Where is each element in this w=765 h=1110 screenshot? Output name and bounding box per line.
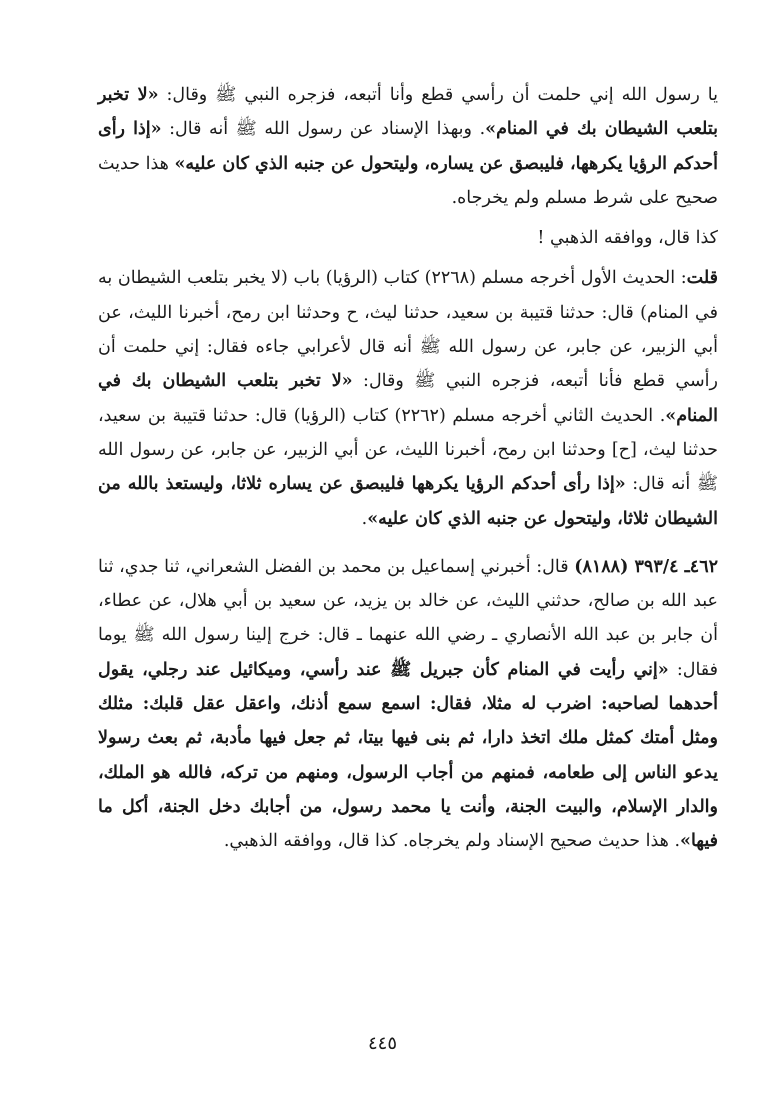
qult-label: قلت bbox=[686, 268, 718, 289]
hadith-quote: «لا تخبر بتلعب الشيطان بك في المنام» bbox=[98, 371, 718, 426]
text-segment: يا رسول الله إني حلمت أن رأسي قطع وأنا أتبعه، فزجره النبي ﷺ وقال: bbox=[158, 85, 718, 105]
paragraph-comment bbox=[98, 221, 718, 255]
hadith-quote: «إذا رأى أحدكم الرؤيا يكرهها، فليبصق عن يساره، وليتحول عن جنبه الذي كان عليه» bbox=[98, 119, 718, 174]
text-segment: هذا حديث صحيح على شرط مسلم ولم يخرجاه. bbox=[98, 153, 718, 208]
text-segment: قال: أخبرني إسماعيل بن محمد بن الفضل الشعراني، ثنا جدي، ثنا عبد الله بن صالح، حدثني الليث، عن خالد بن يزيد، عن سعيد بن أبي هلال، عن عطاء، أن جابر بن عبد الله الأنصاري ـ رضي الله عنهما ـ قال: خرج إلينا رسول الله ﷺ يوما فقال: bbox=[98, 556, 718, 680]
text-segment: . الحديث الثاني أخرجه مسلم (٢٢٦٢) كتاب (الرؤيا) قال: حدثنا قتيبة بن سعيد، حدثنا ليث، [ح] وحدثنا ابن رمح، أخبرنا الليث، عن أبي الزبير، عن جابر، عن رسول الله ﷺ أنه قال: bbox=[98, 405, 718, 495]
hadith-quote: «لا تخبر بتلعب الشيطان بك في المنام» bbox=[98, 85, 718, 140]
hadith-quote: «إني رأيت في المنام كأن جبريل ﷺ عند رأسي، وميكائيل عند رجلي، يقول أحدهما لصاحبه: اضرب له مثلا، فقال: اسمع سمع أذنك، واعقل عقل قلبك: مثلك ومثل أمتك كمثل ملك اتخذ دارا، ثم بنى فيها بيتا، ثم جعل فيها مأدبة، ثم بعث رسولا يدعو الناس إلى طعامه، فمنهم من أجاب الرسول، ومنهم من تركه، فالله هو الملك، والدار الإسلام، والبيت الجنة، وأنت يا محمد رسول، من أجابك دخل الجنة، أكل ما فيها» bbox=[98, 659, 718, 852]
paragraph-hadith-text bbox=[98, 78, 718, 215]
paragraph-qult bbox=[98, 261, 718, 535]
text-segment: . bbox=[361, 508, 368, 529]
text-segment: . هذا حديث صحيح الإسناد ولم يخرجاه. كذا قال، ووافقه الذهبي. bbox=[223, 831, 681, 852]
hadith-number: ٤٦٢ـ ٣٩٣/٤ (٨١٨٨) bbox=[574, 556, 718, 577]
text-segment: . وبهذا الإسناد عن رسول الله ﷺ أنه قال: bbox=[161, 119, 486, 140]
text-segment: : الحديث الأول أخرجه مسلم (٢٢٦٨) كتاب (الرؤيا) باب (لا يخبر بتلعب الشيطان به في المنام) قال: حدثنا قتيبة بن سعيد، حدثنا ليث، ح وحدثنا ابن رمح، أخبرنا الليث، عن أبي الزبير، عن جابر، عن رسول الله ﷺ أنه قال لأعرابي جاءه فقال: إني حلمت أن رأسي قطع فأنا أتبعه، فزجره النبي ﷺ وقال: bbox=[98, 268, 718, 392]
page-body bbox=[98, 78, 718, 859]
hadith-quote: «إذا رأى أحدكم الرؤيا يكرهها فليبصق عن يساره ثلاثا، وليستعذ بالله من الشيطان ثلاثا، وليتحول عن جنبه الذي كان عليه» bbox=[98, 474, 718, 529]
text-segment: كذا قال، ووافقه الذهبي ! bbox=[537, 228, 718, 249]
page-number: ٤٤٥ bbox=[367, 1033, 397, 1054]
paragraph-hadith-462 bbox=[98, 550, 718, 859]
